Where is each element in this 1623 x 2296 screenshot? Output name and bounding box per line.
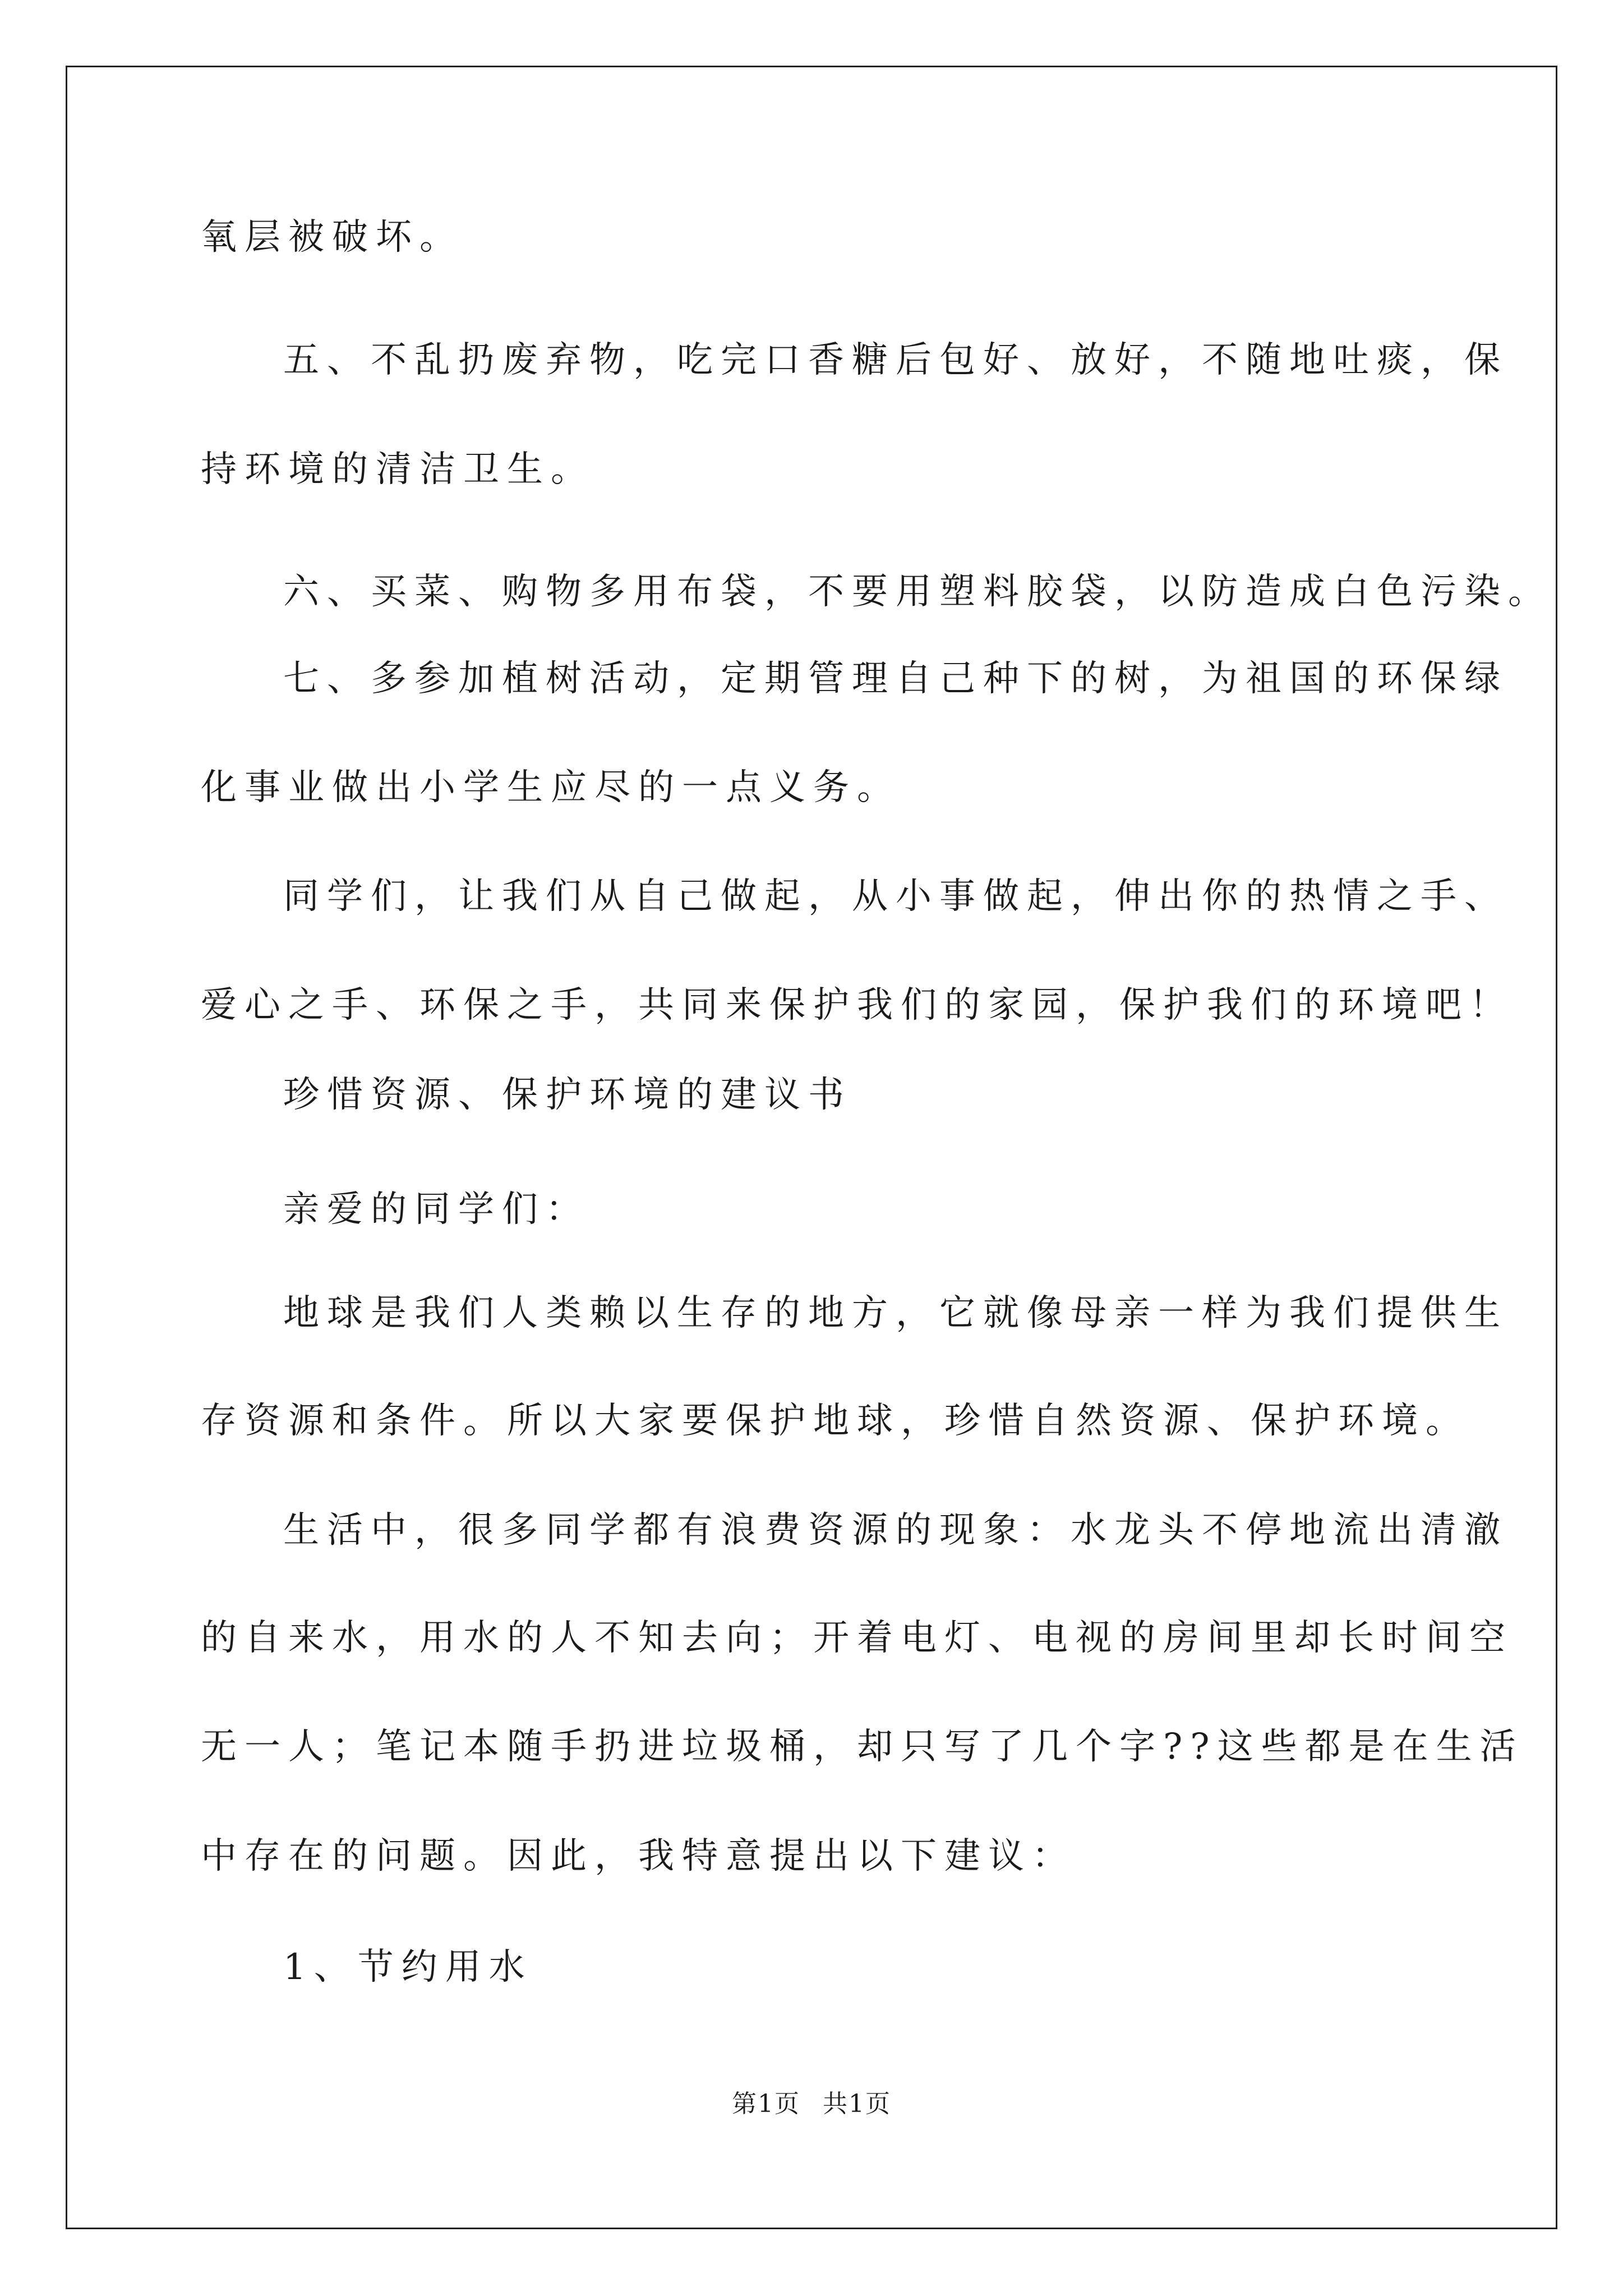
text-line: 氧层被破坏。 [201, 217, 463, 258]
text-line: 地球是我们人类赖以生存的地方，它就像母亲一样为我们提供生 [283, 1292, 1508, 1334]
text-line: 持环境的清洁卫生。 [201, 449, 594, 490]
page-border [66, 66, 1557, 2229]
text-line: 爱心之手、环保之手，共同来保护我们的家园，保护我们的环境吧！ [201, 984, 1513, 1026]
page-number-total: 共1页 [823, 2090, 891, 2118]
text-line: 生活中，很多同学都有浪费资源的现象：水龙头不停地流出清澈 [283, 1510, 1508, 1551]
text-line: 同学们，让我们从自己做起，从小事做起，伸出你的热情之手、 [283, 876, 1508, 917]
list-item: 1、节约用水 [283, 1947, 533, 1988]
salutation: 亲爱的同学们： [283, 1189, 589, 1230]
text-line: 化事业做出小学生应尽的一点义务。 [201, 767, 901, 808]
text-line: 的自来水，用水的人不知去向；开着电灯、电视的房间里却长时间空 [201, 1617, 1513, 1659]
page-footer [0, 2088, 1623, 2120]
section-title: 珍惜资源、保护环境的建议书 [283, 1074, 852, 1116]
text-line: 中存在的问题。因此，我特意提出以下建议： [201, 1835, 1076, 1877]
text-line: 无一人；笔记本随手扔进垃圾桶，却只写了几个字??这些都是在生活 [201, 1726, 1524, 1768]
text-line: 存资源和条件。所以大家要保护地球，珍惜自然资源、保护环境。 [201, 1400, 1469, 1442]
text-line: 六、买菜、购物多用布袋，不要用塑料胶袋，以防造成白色污染。 [283, 571, 1552, 613]
page-number-current: 第1页 [732, 2090, 800, 2118]
text-line: 五、不乱扔废弃物，吃完口香糖后包好、放好，不随地吐痰，保 [283, 339, 1508, 381]
text-line: 七、多参加植树活动，定期管理自己种下的树，为祖国的环保绿 [283, 658, 1508, 700]
